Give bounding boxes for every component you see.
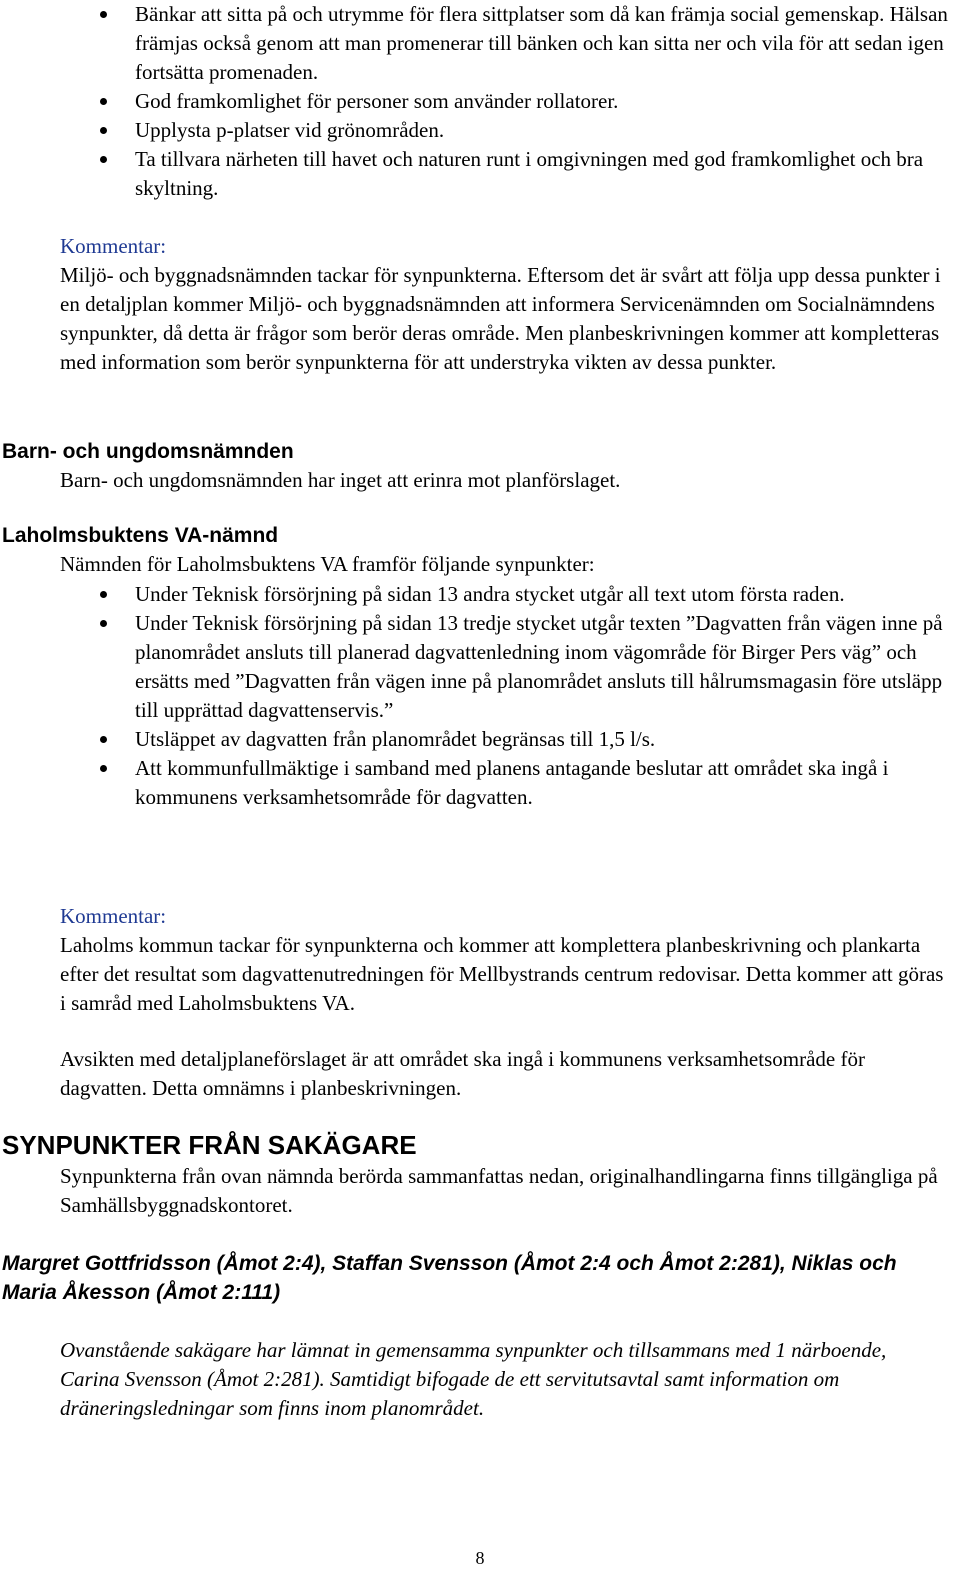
comment-block-2 (60, 902, 950, 1018)
section-text-sakagare: Synpunkterna från ovan nämnda berörda sammanfattas nedan, originalhandlingarna finns tillgängliga på Samhällsbyggnadskontoret. (60, 1164, 938, 1217)
bullet-icon (100, 98, 107, 105)
bullet-icon (100, 127, 107, 134)
page-number: 8 (475, 1548, 485, 1568)
list-item-text: Under Teknisk försörjning på sidan 13 andra stycket utgår all text utom första raden. (135, 582, 845, 606)
list-item (0, 580, 950, 609)
section-heading-sakagare: SYNPUNKTER FRÅN SAKÄGARE (2, 1130, 417, 1160)
bullet-icon (100, 736, 107, 743)
list-item-text: Ta tillvara närheten till havet och naturen runt i omgivningen med god framkomlighet och bra skyltning. (135, 147, 924, 200)
owners-heading: Margret Gottfridsson (Åmot 2:4), Staffan Svensson (Åmot 2:4 och Åmot 2:281), Niklas och Maria Åkesson (Åmot 2:111) (2, 1252, 897, 1304)
bullet-icon (100, 156, 107, 163)
comment-label: Kommentar: (60, 904, 167, 928)
comment-text-2: Avsikten med detaljplaneförslaget är att området ska ingå i kommunens verksamhetsområde för dagvatten. Detta omnämns i planbeskrivningen. (60, 1047, 865, 1100)
comment-text: Laholms kommun tackar för synpunkterna och kommer att komplettera planbeskrivning och plankarta efter det resultat som dagvattenutredningen för Mellbystrands centrum redovisar. Detta kommer att göras i samråd med Laholmsbuktens VA. (60, 933, 944, 1015)
list-item-text: Upplysta p-platser vid grönområden. (135, 118, 445, 142)
list-item (0, 87, 950, 116)
list-item-text: God framkomlighet för personer som använder rollatorer. (135, 89, 619, 113)
section-heading-va: Laholmsbuktens VA-nämnd (2, 524, 279, 547)
list-item (0, 145, 950, 203)
bullet-list-va (0, 580, 950, 812)
list-item (0, 0, 950, 87)
comment-label: Kommentar: (60, 234, 167, 258)
list-item (0, 116, 950, 145)
list-item-text: Bänkar att sitta på och utrymme för flera sittplatser som då kan främja social gemenskap. Hälsan främjas också genom att man promenerar till bänken och kan sitta ner och vila för att sedan igen fortsätta promenaden. (135, 2, 948, 84)
list-item (0, 609, 950, 725)
comment-block-1 (60, 232, 950, 377)
comment-text: Miljö- och byggnadsnämnden tackar för synpunkterna. Eftersom det är svårt att följa upp dessa punkter i en detaljplan kommer Miljö- och byggnadsnämnden att informera Servicenämnden om Socialnämndens synpunkter, då detta är frågor som berör deras område. Men planbeskrivningen kommer att kompletteras med information som berör synpunkterna för att understryka vikten av dessa punkter. (60, 263, 941, 374)
section-text-barn: Barn- och ungdomsnämnden har inget att erinra mot planförslaget. (60, 468, 621, 492)
list-item (0, 725, 950, 754)
list-item (0, 754, 950, 812)
list-item-text: Att kommunfullmäktige i samband med planens antagande beslutar att området ska ingå i kommunens verksamhetsområde för dagvatten. (135, 756, 889, 809)
bullet-icon (100, 591, 107, 598)
section-heading-barn: Barn- och ungdomsnämnden (2, 440, 294, 463)
section-intro-va: Nämnden för Laholmsbuktens VA framför följande synpunkter: (60, 552, 595, 576)
bullet-icon (100, 620, 107, 627)
owners-text: Ovanstående sakägare har lämnat in gemensamma synpunkter och tillsammans med 1 närboende, Carina Svensson (Åmot 2:281). Samtidigt bifogade de ett servitutsavtal samt information om dräneringsledningar som finns inom planområdet. (60, 1338, 887, 1420)
list-item-text: Utsläppet av dagvatten från planområdet begränsas till 1,5 l/s. (135, 727, 656, 751)
bullet-list-top (0, 0, 950, 203)
list-item-text: Under Teknisk försörjning på sidan 13 tredje stycket utgår texten ”Dagvatten från vägen inne på planområdet ansluts till planerad dagvattenledning inom vägområde för Birger Pers väg” och ersätts med ”Dagvatten från vägen inne på planområdet ansluts till hålrumsmagasin före utsläpp till upprättad dagvattenservis.” (135, 611, 943, 722)
bullet-icon (100, 11, 107, 18)
bullet-icon (100, 765, 107, 772)
